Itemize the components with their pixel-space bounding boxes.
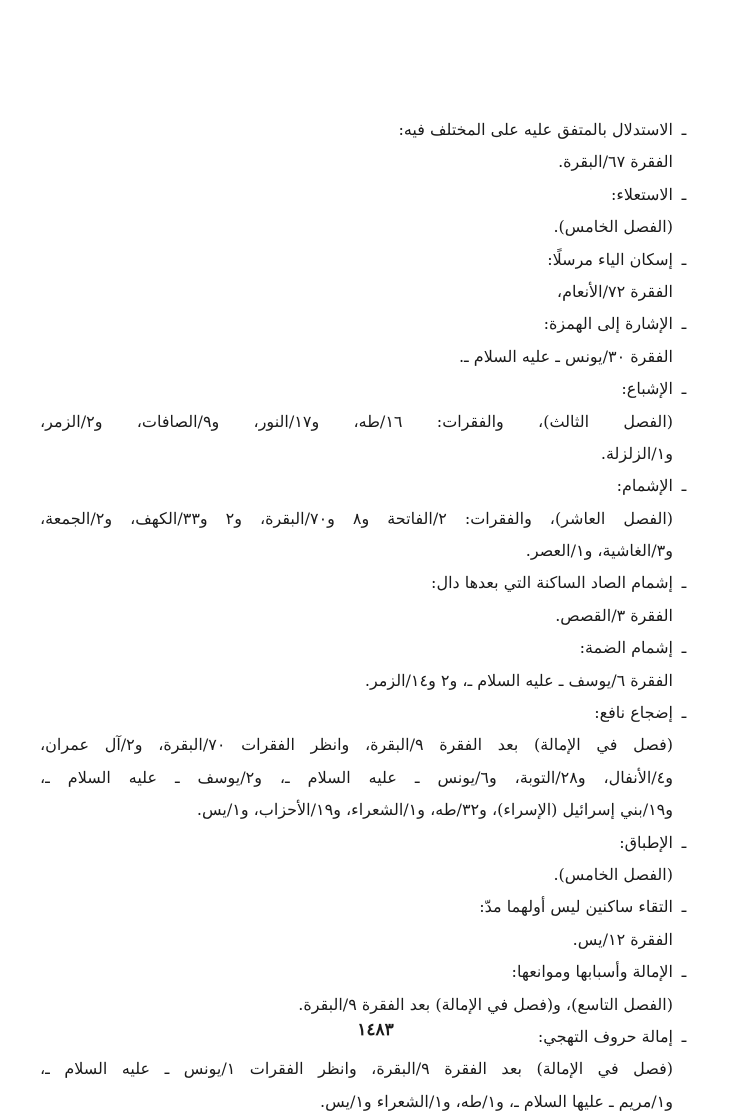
entry-dash-marker: ـ (681, 120, 687, 139)
entry-reference-text: و١/مريم ـ عليها السلام ـ، و١/طه، و١/الشعراء و١/يس. (320, 1091, 673, 1111)
entry-dash-marker: ـ (681, 897, 687, 917)
index-entry-heading (0, 308, 751, 340)
index-entry-reference (0, 276, 751, 308)
index-entry-heading (0, 697, 751, 729)
entry-reference-text: و٣/الغاشية، و١/العصر. (525, 541, 673, 561)
entry-heading-text: الإطباق: (619, 832, 673, 852)
index-entry-heading (0, 891, 751, 923)
index-entry-heading (0, 827, 751, 859)
entry-reference-text: (الفصل الخامس). (553, 864, 673, 884)
entry-reference-text: الفقرة ٧٢/الأنعام، (556, 281, 673, 301)
entry-dash-marker: ـ (681, 476, 687, 496)
index-entry-heading (0, 114, 751, 146)
entry-dash-marker: ـ (681, 184, 687, 204)
entry-reference-text: (الفصل التاسع)، و(فصل في الإمالة) بعد الفقرة ٩/البقرة. (298, 994, 673, 1014)
index-entry-reference (0, 989, 751, 1021)
index-entry-heading (0, 373, 751, 405)
entry-reference-text: (فصل في الإمالة) بعد الفقرة ٩/البقرة، وانظر الفقرات ١/يونس ـ عليه السلام ـ، (40, 1059, 673, 1079)
entry-dash-marker: ـ (681, 573, 687, 593)
entry-heading-text: إشمام الصاد الساكنة التي بعدها دال: (431, 573, 673, 593)
entry-reference-text: (الفصل العاشر)، والفقرات: ٢/الفاتحة و٨ و٧٠/البقرة، و٢ و٣٣/الكهف، و٢/الجمعة، (40, 508, 674, 528)
entry-reference-text: (الفصل الثالث)، والفقرات: ١٦/طه، و١٧/النور، و٩/الصافات، و٢/الزمر، (40, 411, 673, 431)
entry-heading-text: التقاء ساكنين ليس أولهما مدّ: (479, 897, 673, 917)
entry-heading-text: إضجاع نافع: (594, 703, 673, 723)
entry-heading-text: الإشباع: (621, 379, 673, 399)
entry-heading-text: إسكان الياء مرسلًا: (547, 249, 673, 269)
index-entry-heading (0, 956, 751, 988)
index-entry-reference (0, 665, 751, 697)
entry-dash-marker: ـ (681, 1026, 687, 1046)
page-number: ١٤٨٣ (357, 1020, 394, 1040)
index-entry-reference (0, 211, 751, 243)
entry-dash-marker: ـ (681, 314, 687, 334)
index-entry-reference (0, 535, 751, 567)
entry-heading-text: إشمام الضمة: (579, 638, 673, 658)
entry-reference-text: و١٩/بني إسرائيل (الإسراء)، و٣٢/طه، و١/الشعراء، و١٩/الأحزاب، و١/يس. (196, 800, 673, 820)
entry-reference-text: (الفصل الخامس). (553, 217, 673, 237)
entry-dash-marker: ـ (681, 638, 687, 658)
entry-dash-marker: ـ (681, 379, 687, 399)
index-entry-reference (0, 859, 751, 891)
document-page (0, 114, 751, 1111)
index-entry-reference (0, 1086, 751, 1118)
index-entry-heading (0, 567, 751, 599)
entry-heading-text: الإمالة وأسبابها وموانعها: (511, 962, 673, 982)
entry-reference-text: الفقرة ١٢/يس. (572, 929, 673, 949)
index-entry-reference (0, 438, 751, 470)
index-entry-reference (0, 341, 751, 373)
subject-index-list (0, 114, 751, 1118)
index-entry-reference (0, 406, 751, 438)
index-entry-reference (0, 729, 751, 761)
entry-dash-marker: ـ (681, 703, 687, 723)
index-entry-heading (0, 179, 751, 211)
index-entry-reference (0, 794, 751, 826)
entry-dash-marker: ـ (681, 962, 687, 982)
index-entry-reference (0, 146, 751, 178)
index-entry-reference (0, 503, 751, 535)
entry-dash-marker: ـ (681, 249, 687, 269)
entry-reference-text: و١/الزلزلة. (600, 443, 673, 463)
entry-reference-text: الفقرة ٣/القصص. (555, 605, 673, 625)
entry-reference-text: (فصل في الإمالة) بعد الفقرة ٩/البقرة، وانظر الفقرات ٧٠/البقرة، و٢/آل عمران، (40, 735, 674, 755)
entry-reference-text: الفقرة ٣٠/يونس ـ عليه السلام ـ. (458, 346, 673, 366)
index-entry-heading (0, 244, 751, 276)
entry-reference-text: الفقرة ٦/يوسف ـ عليه السلام ـ، و٢ و١٤/الزمر. (364, 670, 673, 690)
index-entry-reference (0, 762, 751, 794)
index-entry-heading (0, 632, 751, 664)
index-entry-reference (0, 600, 751, 632)
entry-reference-text: الفقرة ٦٧/البقرة. (558, 152, 673, 172)
entry-heading-text: الإشارة إلى الهمزة: (543, 314, 673, 334)
index-entry-reference (0, 1053, 751, 1085)
index-entry-reference (0, 924, 751, 956)
entry-heading-text: الإشمام: (616, 476, 673, 496)
entry-reference-text: و٤/الأنفال، و٢٨/التوبة، و٦/يونس ـ عليه السلام ـ، و٢/يوسف ـ عليه السلام ـ، (40, 767, 673, 787)
index-entry-heading (0, 470, 751, 502)
entry-heading-text: الاستعلاء: (611, 184, 673, 204)
entry-heading-text: الاستدلال بالمتفق عليه على المختلف فيه: (398, 120, 673, 139)
entry-dash-marker: ـ (681, 832, 687, 852)
entry-heading-text: إمالة حروف التهجي: (537, 1026, 673, 1046)
